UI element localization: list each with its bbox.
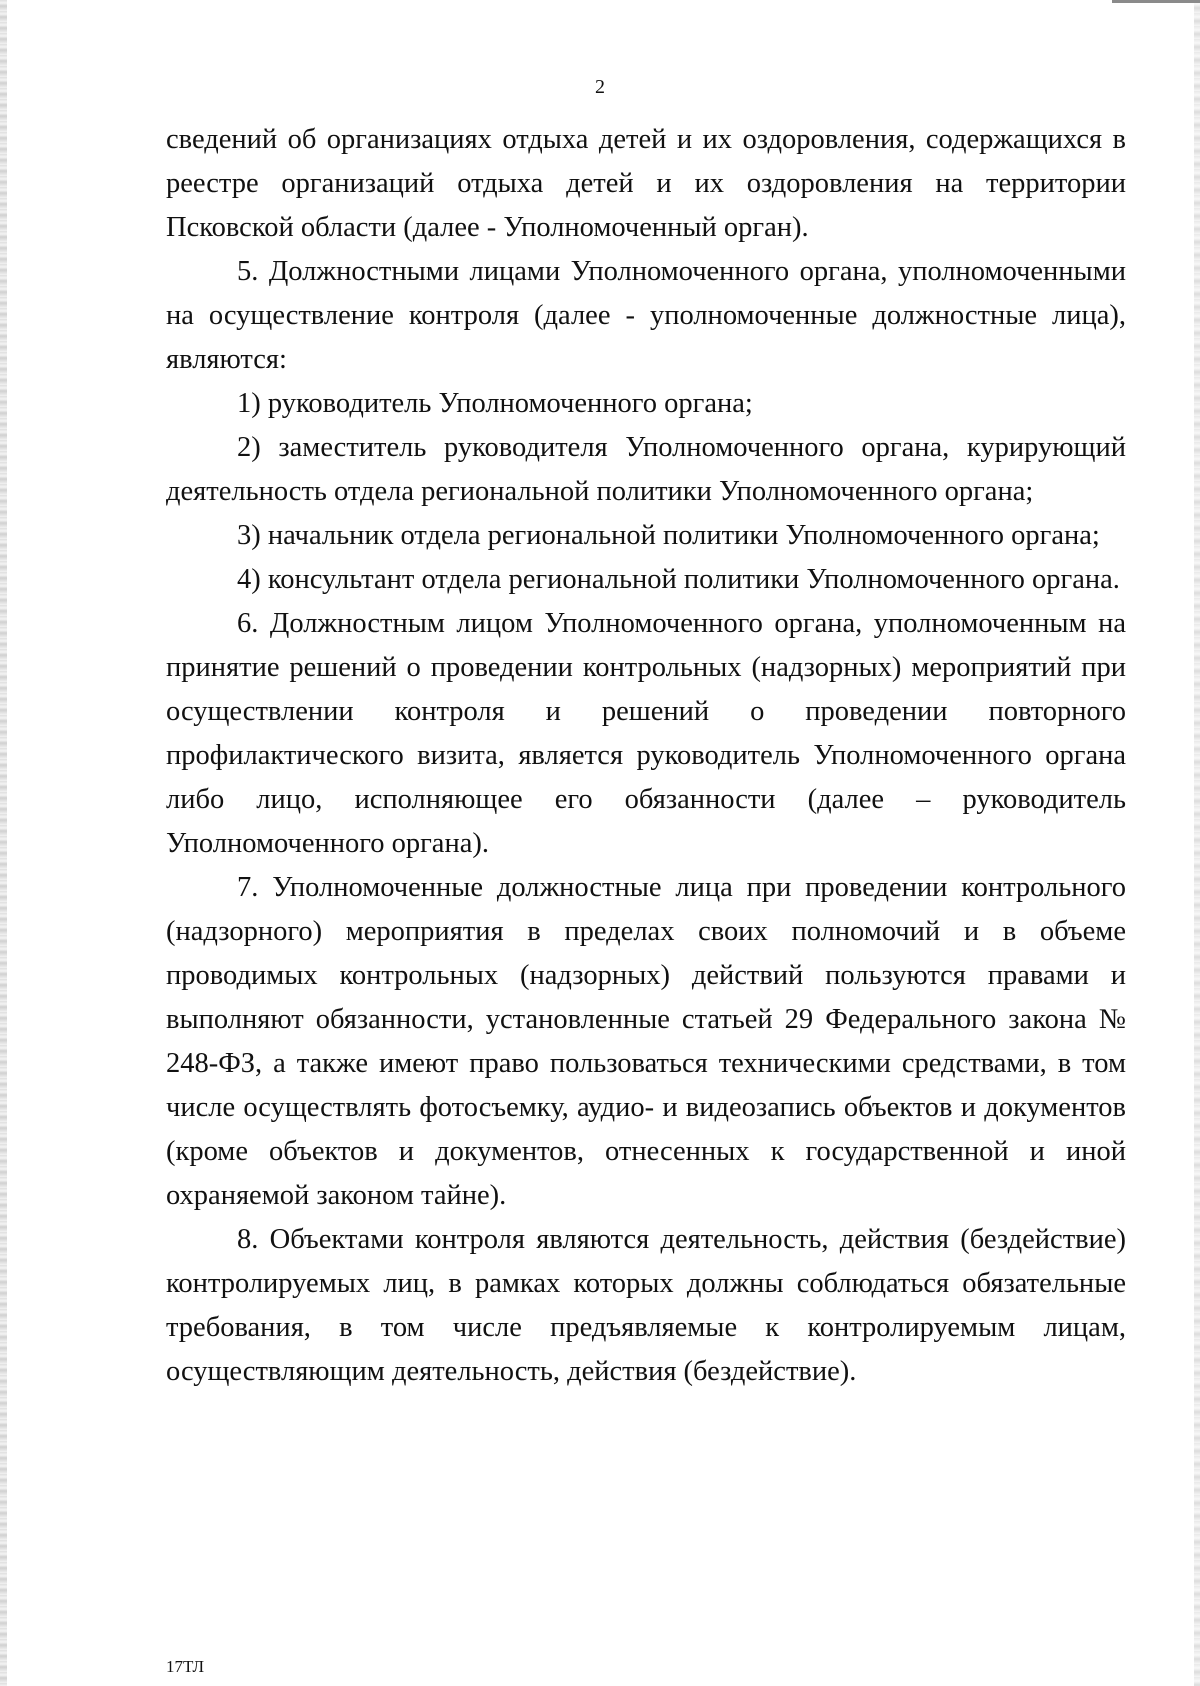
paragraph-6: 6. Должностным лицом Уполномоченного органа, уполномоченным на принятие решений о проведении контрольных (надзорных) мероприятий при осуществлении контроля и решений о проведении повторного профилактического визита, является руководитель Уполномоченного органа либо лицо, исполняющее его обязанности (далее – руководитель Уполномоченного органа). bbox=[166, 608, 1126, 859]
paragraph-continuation: сведений об организациях отдыха детей и их оздоровления, содержащихся в реестре организаций отдыха детей и их оздоровления на территории Псковской области (далее - Уполномоченный орган). bbox=[166, 124, 1126, 243]
scan-top-line bbox=[1112, 0, 1200, 3]
scan-edge-right bbox=[1194, 0, 1200, 1686]
scan-edge-left bbox=[0, 0, 7, 1686]
document-body bbox=[166, 118, 1126, 1394]
paragraph-5: 5. Должностными лицами Уполномоченного органа, уполномоченными на осуществление контроля (далее - уполномоченные должностные лица), являются: bbox=[166, 256, 1126, 375]
paragraph-7: 7. Уполномоченные должностные лица при проведении контрольного (надзорного) мероприятия в пределах своих полномочий и в объеме проводимых контрольных (надзорных) действий пользуются правами и выполняют обязанности, установленные статьей 29 Федерального закона № 248-ФЗ, а также имеют право пользоваться техническими средствами, в том числе осуществлять фотосъемку, аудио- и видеозапись объектов и документов (кроме объектов и документов, отнесенных к государственной и иной охраняемой законом тайне). bbox=[166, 872, 1126, 1211]
list-item-1: 1) руководитель Уполномоченного органа; bbox=[237, 388, 753, 419]
list-item-4: 4) консультант отдела региональной политики Уполномоченного органа. bbox=[237, 564, 1120, 595]
list-item-2: 2) заместитель руководителя Уполномоченного органа, курирующий деятельность отдела региональной политики Уполномоченного органа; bbox=[166, 432, 1126, 507]
list-item-3: 3) начальник отдела региональной политики Уполномоченного органа; bbox=[237, 520, 1100, 551]
page-number: 2 bbox=[595, 76, 605, 98]
document-code: 17ТЛ bbox=[166, 1657, 205, 1676]
paragraph-8: 8. Объектами контроля являются деятельность, действия (бездействие) контролируемых лиц, в рамках которых должны соблюдаться обязательные требования, в том числе предъявляемые к контролируемым лицам, осуществляющим деятельность, действия (бездействие). bbox=[166, 1224, 1126, 1387]
